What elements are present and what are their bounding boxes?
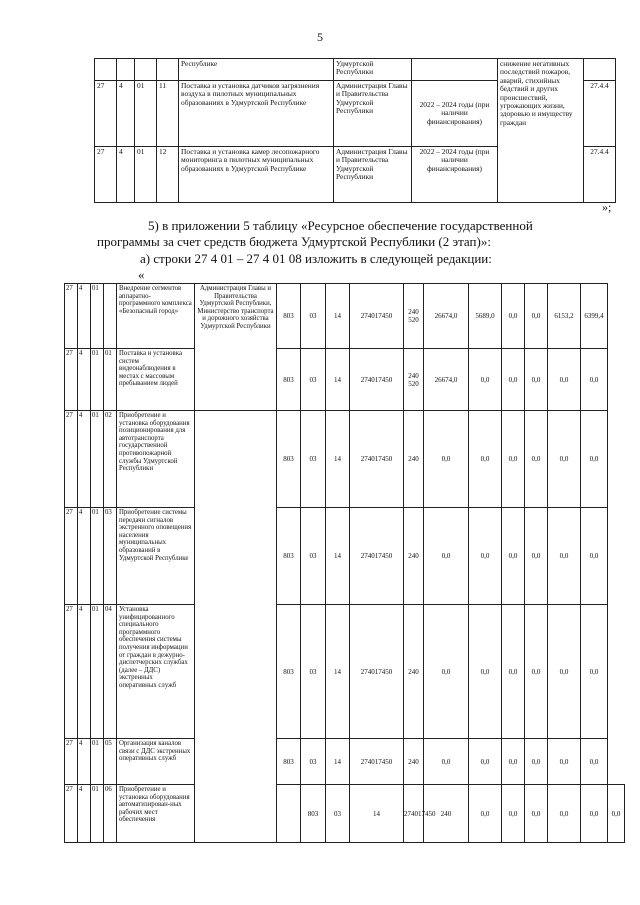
measure-name: Приобретение и установка оборудования позиционирования для автотранспорта государственной противопожарной службы Удмуртской Республики — [117, 411, 195, 508]
table-cell: 0,0 — [581, 605, 608, 739]
table-cell: 240 — [424, 785, 469, 843]
executor: Администрация Главы и Правительства Удмуртской Республики, Министерство транспорта и дорожного хозяйства Удмуртской Республики — [195, 284, 277, 411]
period: 2022 – 2024 годы (при наличии финансирования) — [412, 81, 498, 147]
table-cell: 0,0 — [502, 785, 525, 843]
table-cell: 26674,0 — [424, 349, 469, 411]
measure-name: Приобретение и установка оборудования автоматизирован-ных рабочих мест обеспечения — [117, 785, 195, 843]
table-cell: 27 — [65, 739, 78, 785]
measure-name: Поставка и установка систем видеонаблюдения в местах с массовым пребыванием людей — [117, 349, 195, 411]
table-cell: 0,0 — [469, 411, 502, 508]
table-cell — [135, 59, 157, 81]
table-cell: 803 — [277, 349, 301, 411]
table-cell: 01 — [135, 147, 157, 203]
table-cell: 0,0 — [469, 739, 502, 785]
table-cell: 0,0 — [581, 739, 608, 785]
table-cell: 27 — [65, 411, 78, 508]
table-cell: 05 — [104, 739, 117, 785]
measure-name: Поставка и установка датчиков загрязнения воздуха в пилотных муниципальных образованиях в Удмуртской Республике — [179, 81, 334, 147]
table-cell: 240 — [404, 508, 424, 605]
table-cell: 27 — [65, 785, 78, 843]
table-cell: 803 — [277, 284, 301, 349]
top-table — [94, 58, 616, 203]
table-cell: 01 — [91, 605, 104, 739]
table-cell: 4 — [78, 411, 91, 508]
table-cell: 803 — [277, 411, 301, 508]
table-cell: 0,0 — [548, 785, 581, 843]
table-cell: 274017450 — [350, 605, 404, 739]
table-row — [95, 59, 616, 81]
table-cell: 03 — [301, 508, 326, 605]
period: 2022 – 2024 годы (при наличии финансирования) — [412, 147, 498, 203]
table-cell: 04 — [104, 605, 117, 739]
table-cell: 0,0 — [548, 605, 581, 739]
table-cell — [157, 59, 179, 81]
table-row — [65, 605, 625, 739]
table-cell: 0,0 — [525, 739, 548, 785]
table-cell: 0,0 — [548, 349, 581, 411]
table-cell: 0,0 — [581, 349, 608, 411]
table-cell: 0,0 — [502, 349, 525, 411]
table-cell: 27 — [65, 508, 78, 605]
table-cell: 240 — [404, 739, 424, 785]
executor-empty — [195, 411, 277, 843]
table-cell — [584, 59, 616, 81]
table-cell: 0,0 — [502, 284, 525, 349]
table-cell: 01 — [135, 81, 157, 147]
table-cell: 0,0 — [581, 411, 608, 508]
table-cell: 0,0 — [525, 605, 548, 739]
table-cell: 03 — [301, 349, 326, 411]
table-cell: 803 — [301, 785, 326, 843]
executor: Администрация Главы и Правительства Удмуртской Республики — [334, 147, 412, 203]
table-cell: 0,0 — [424, 508, 469, 605]
table-cell: 0,0 — [469, 508, 502, 605]
executor: Удмуртской Республики — [334, 59, 412, 81]
table-cell: 240 — [404, 411, 424, 508]
table-cell: 0,0 — [502, 605, 525, 739]
table-cell: 0,0 — [548, 508, 581, 605]
table-cell: 01 — [91, 349, 104, 411]
table-cell: 803 — [277, 605, 301, 739]
table-cell: 03 — [301, 411, 326, 508]
executor-empty — [277, 785, 301, 843]
table-cell: 01 — [91, 785, 104, 843]
table-cell: 03 — [301, 284, 326, 349]
measure-name: Организация каналов связи с ДДС экстренных оперативных служб — [117, 739, 195, 785]
table-cell: 0,0 — [469, 785, 502, 843]
table-cell — [412, 59, 498, 81]
table-cell: 0,0 — [502, 508, 525, 605]
table-cell: 5689,0 — [469, 284, 502, 349]
table-cell: 274017450 — [350, 508, 404, 605]
table-cell: 274017450 — [350, 284, 404, 349]
table-cell: 14 — [350, 785, 404, 843]
table-cell: 0,0 — [525, 411, 548, 508]
table-cell: 14 — [326, 605, 350, 739]
table-row — [65, 739, 625, 785]
table-cell: 4 — [78, 739, 91, 785]
table-cell: 0,0 — [548, 739, 581, 785]
table-cell: 0,0 — [525, 284, 548, 349]
table-cell: 14 — [326, 411, 350, 508]
table-cell: 0,0 — [581, 785, 608, 843]
table-cell: 14 — [326, 349, 350, 411]
table-cell: 240 520 — [404, 349, 424, 411]
table-cell: 27 — [95, 147, 117, 203]
table-cell: 4 — [117, 147, 135, 203]
table-cell: 01 — [91, 411, 104, 508]
table-cell: 27 — [65, 605, 78, 739]
measure-name: Установка унифицированного специального программного обеспечения системы получения информации от граждан в дежурно-диспетчерских службах (далее – ДДС) экстренных оперативных служб — [117, 605, 195, 739]
table-cell: 01 — [104, 349, 117, 411]
table-cell: 0,0 — [548, 411, 581, 508]
table-cell — [95, 59, 117, 81]
table-cell: 803 — [277, 508, 301, 605]
table-cell: 02 — [104, 411, 117, 508]
resource-table — [64, 283, 625, 843]
table-cell: 27 — [95, 81, 117, 147]
table-cell: 0,0 — [469, 349, 502, 411]
expected-result: снижение негативных последствий пожаров, аварий, стихийных бедствий и других происшествий, угрожающих жизни, здоровью и имуществу граждан — [498, 59, 584, 203]
table-cell: 803 — [277, 739, 301, 785]
table-cell: 4 — [78, 785, 91, 843]
executor: Администрация Главы и Правительства Удмуртской Республики — [334, 81, 412, 147]
table-cell: 03 — [301, 605, 326, 739]
table-cell: 274017450 — [350, 411, 404, 508]
table-cell — [117, 59, 135, 81]
closing-quote: »; — [602, 200, 612, 214]
table-cell: 14 — [326, 508, 350, 605]
table-cell: 0,0 — [424, 605, 469, 739]
table-cell: 274017450 — [350, 739, 404, 785]
table-cell: 03 — [104, 508, 117, 605]
table-cell — [104, 284, 117, 349]
table-row — [65, 349, 625, 411]
table-cell: 6153,2 — [548, 284, 581, 349]
paragraph-a: а) строки 27 4 01 – 27 4 01 08 изложить в следующей редакции: — [140, 251, 492, 266]
table-cell: 01 — [91, 284, 104, 349]
table-cell: 0,0 — [424, 739, 469, 785]
table-cell: 0,0 — [502, 739, 525, 785]
table-cell: 27 — [65, 349, 78, 411]
table-cell: 240 — [404, 605, 424, 739]
table-row — [65, 508, 625, 605]
measure-name: Приобретение системы передачи сигналов экстренного оповещения населения муниципальных образований в Удмуртской Республике — [117, 508, 195, 605]
opening-quote: « — [138, 267, 145, 282]
table-cell: 14 — [326, 284, 350, 349]
table-cell: 0,0 — [525, 785, 548, 843]
table-cell: 14 — [326, 739, 350, 785]
table-cell: 0,0 — [502, 411, 525, 508]
paragraph-5-line2: программы за счет средств бюджета Удмуртской Республики (2 этап)»: — [97, 234, 491, 249]
table-cell: 4 — [78, 349, 91, 411]
table-cell: 4 — [78, 605, 91, 739]
table-cell: 03 — [326, 785, 350, 843]
table-cell: 4 — [78, 284, 91, 349]
indicator: 27.4.4 — [584, 81, 616, 147]
table-row — [65, 284, 625, 349]
table-cell: 03 — [301, 739, 326, 785]
table-cell: 27 — [65, 284, 78, 349]
measure-name: Поставка и установка камер лесопожарного мониторинга в пилотных муниципальных образованиях в Удмуртской Республике — [179, 147, 334, 203]
table-cell: 01 — [91, 508, 104, 605]
table-cell: 6399,4 — [581, 284, 608, 349]
table-cell: 26674,0 — [424, 284, 469, 349]
table-cell: 01 — [91, 739, 104, 785]
table-cell: 06 — [104, 785, 117, 843]
table-cell: 0,0 — [525, 508, 548, 605]
table-cell: 11 — [157, 81, 179, 147]
table-cell: 0,0 — [469, 605, 502, 739]
indicator: 27.4.4 — [584, 147, 616, 203]
measure-name: Внедрение сегментов аппаратно-программного комплекса «Безопасный город» — [117, 284, 195, 349]
table-cell: 4 — [117, 81, 135, 147]
table-cell: 274017450 — [404, 785, 424, 843]
table-cell: 0,0 — [581, 508, 608, 605]
paragraph-5-line1: 5) в приложении 5 таблицу «Ресурсное обеспечение государственной — [148, 218, 533, 233]
table-row — [65, 785, 625, 843]
table-cell: 12 — [157, 147, 179, 203]
table-cell: 0,0 — [525, 349, 548, 411]
measure-name: Республике — [179, 59, 334, 81]
page-number: 5 — [317, 30, 323, 44]
table-cell: 0,0 — [608, 785, 625, 843]
table-row — [65, 411, 625, 508]
table-cell: 4 — [78, 508, 91, 605]
table-cell: 274017450 — [350, 349, 404, 411]
table-cell: 240 520 — [404, 284, 424, 349]
table-cell: 0,0 — [424, 411, 469, 508]
